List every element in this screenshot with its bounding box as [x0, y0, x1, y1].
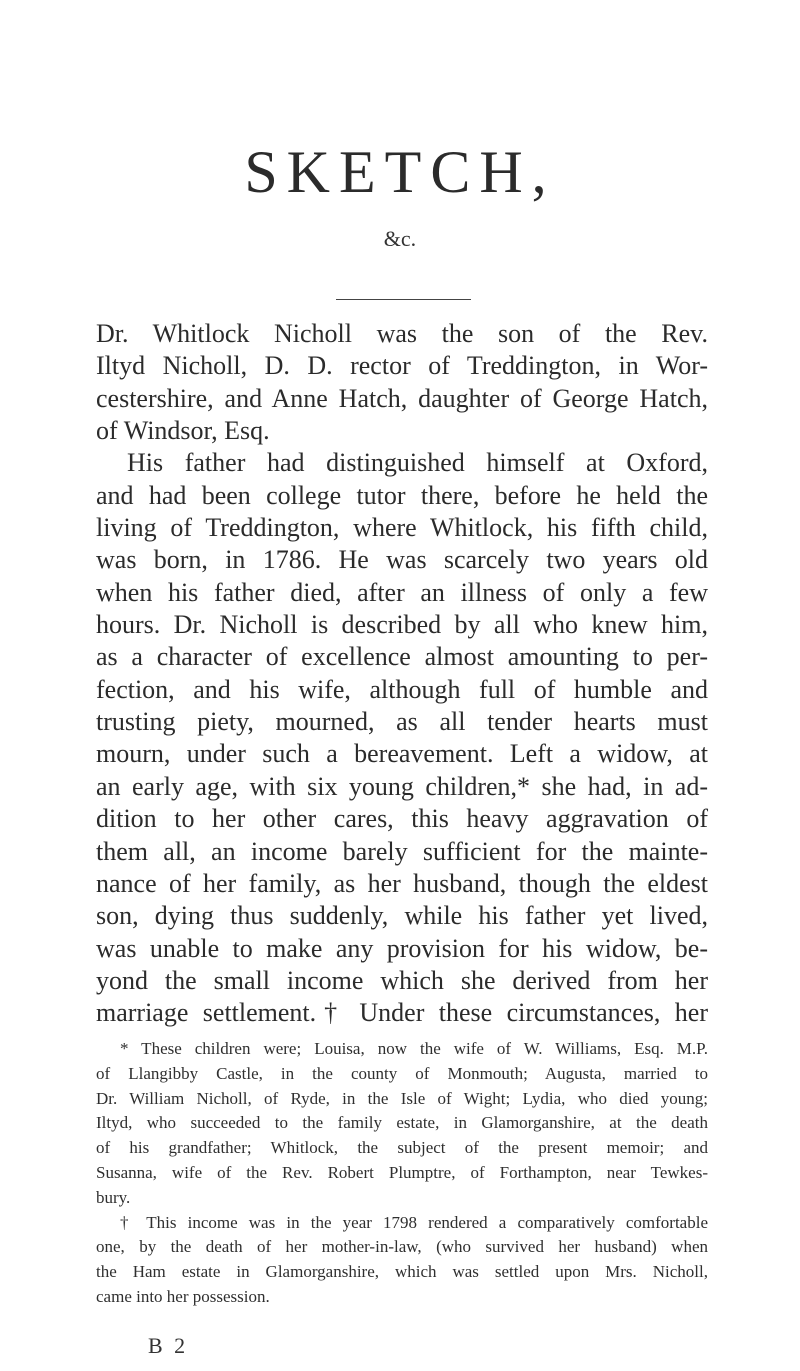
footnote-line: † This income was in the year 1798 rendered a comparatively comfortable [120, 1212, 708, 1232]
body-line: and had been college tutor there, before he held the [96, 480, 708, 510]
body-line: fection, and his wife, although full of humble and [96, 674, 708, 704]
footnote-line: came into her possession. [96, 1286, 270, 1306]
body-line: yond the small income which she derived from her [96, 965, 708, 995]
body-line: of Windsor, Esq. [96, 416, 270, 446]
footnote-line: Susanna, wife of the Rev. Robert Plumptre, of Forthampton, near Tewkes- [96, 1162, 708, 1182]
footnote-line: Iltyd, who succeeded to the family estate, in Glamorganshire, at the death [96, 1113, 708, 1133]
body-line: marriage settlement.† Under these circumstances, her [96, 998, 708, 1028]
body-line: was unable to make any provision for his widow, be- [96, 933, 708, 963]
body-line: dition to her other cares, this heavy aggravation of [96, 804, 708, 834]
footnote-line: the Ham estate in Glamorganshire, which was settled upon Mrs. Nicholl, [96, 1262, 708, 1282]
body-line: nance of her family, as her husband, though the eldest [96, 868, 708, 898]
body-line: was born, in 1786. He was scarcely two years old [96, 545, 708, 575]
body-text [96, 318, 708, 1030]
body-line: living of Treddington, where Whitlock, his fifth child, [96, 513, 708, 543]
page-title: SKETCH, [244, 139, 556, 205]
body-line: an early age, with six young children,* she had, in ad- [96, 771, 708, 801]
body-line: mourn, under such a bereavement. Left a widow, at [96, 739, 708, 769]
footnote-line: one, by the death of her mother-in-law, (who survived her husband) when [96, 1237, 708, 1257]
body-line: hours. Dr. Nicholl is described by all who knew him, [96, 610, 708, 640]
footnote-line: Dr. William Nicholl, of Ryde, in the Isle of Wight; Lydia, who died young; [96, 1088, 708, 1108]
signature-mark: B 2 [148, 1333, 189, 1358]
body-line: as a character of excellence almost amounting to per- [96, 642, 708, 672]
body-line: Iltyd Nicholl, D. D. rector of Treddington, in Wor- [96, 351, 708, 381]
body-line: Dr. Whitlock Nicholl was the son of the Rev. [96, 319, 708, 348]
footnote-line: of Llangibby Castle, in the county of Monmouth; Augusta, married to [96, 1063, 708, 1083]
page-subtitle: &c. [383, 226, 417, 251]
body-line: them all, an income barely sufficient for the mainte- [96, 836, 708, 866]
footnotes [96, 1037, 708, 1310]
body-line: son, dying thus suddenly, while his father yet lived, [96, 901, 708, 931]
body-line: when his father died, after an illness of only a few [96, 577, 708, 607]
footnote-line: * These children were; Louisa, now the wife of W. Williams, Esq. M.P. [120, 1039, 708, 1058]
body-line: trusting piety, mourned, as all tender hearts must [96, 707, 708, 737]
body-line: His father had distinguished himself at Oxford, [127, 448, 708, 478]
title-divider [336, 299, 471, 300]
footnote-line: bury. [96, 1187, 131, 1207]
body-line: cestershire, and Anne Hatch, daughter of George Hatch, [96, 383, 708, 413]
footnote-line: of his grandfather; Whitlock, the subject of the present memoir; and [96, 1138, 708, 1158]
